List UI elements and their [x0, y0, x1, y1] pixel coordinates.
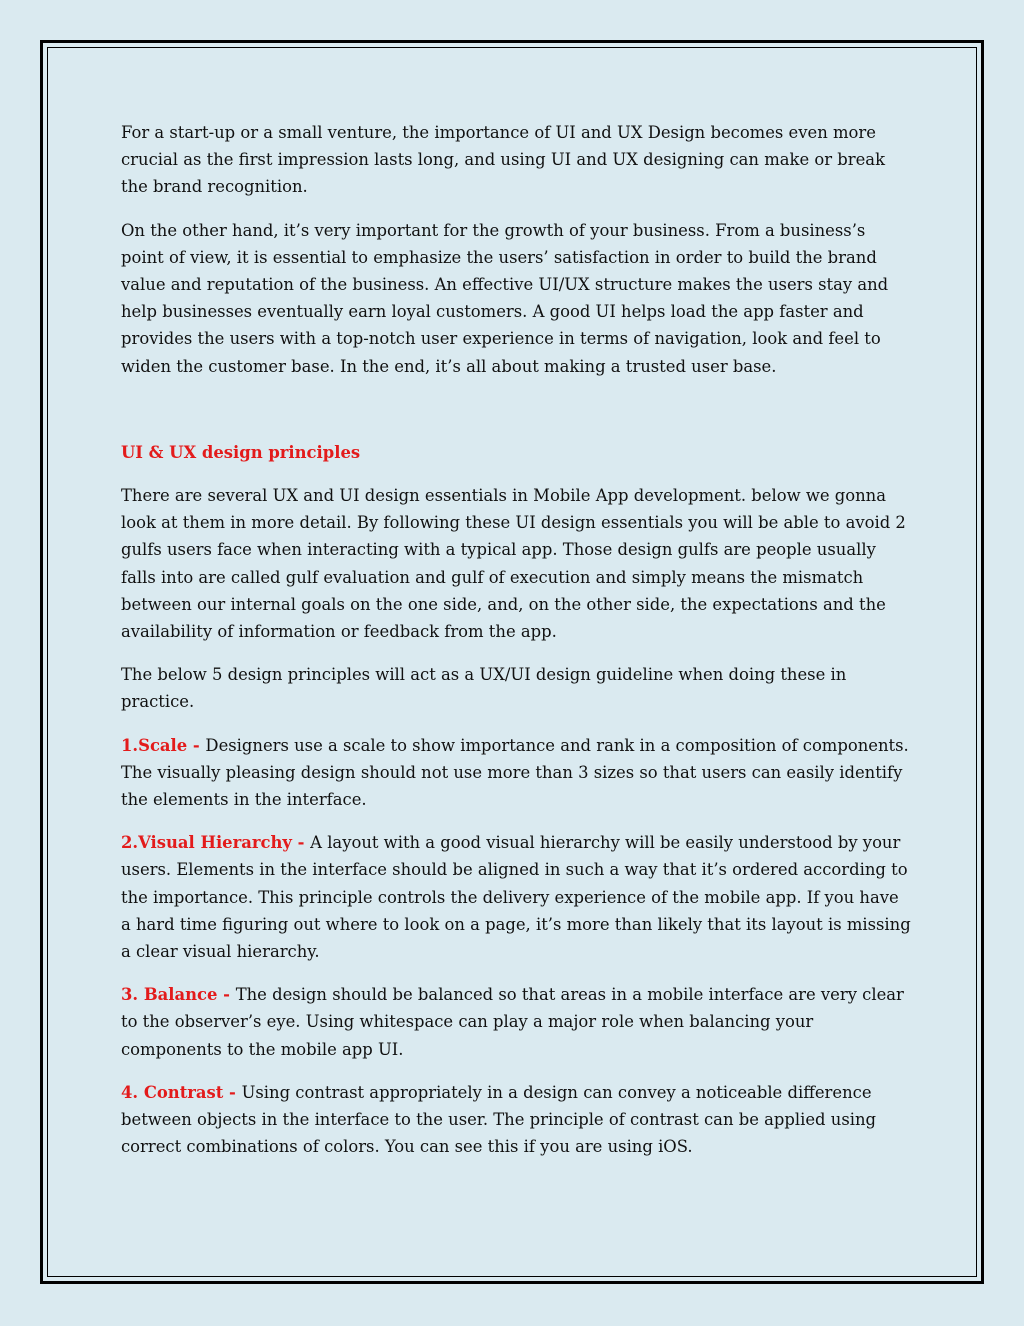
- principle-scale-lead: 1.Scale -: [121, 735, 206, 755]
- principle-balance-text: The design should be balanced so that areas in a mobile interface are very clear to the observer’s eye. Using whitespace can play a major role when balancing your components to the mobile app UI.: [121, 985, 904, 1059]
- intro-paragraph-2: On the other hand, it’s very important for the growth of your business. From a business’s point of view, it is essential to emphasize the users’ satisfaction in order to build the brand value and reputation of the business. An effective UI/UX structure makes the users stay and help businesses eventually earn loyal customers. A good UI helps load the app faster and provides the users with a top-notch user experience in terms of navigation, look and feel to widen the customer base. In the end, it’s all about making a trusted user base.: [121, 220, 889, 376]
- document-body: [121, 119, 911, 1177]
- principle-contrast: [121, 1079, 911, 1161]
- intro-paragraph-1: For a start-up or a small venture, the importance of UI and UX Design becomes even more crucial as the first impression lasts long, and using UI and UX designing can make or break the brand recognition.: [121, 123, 885, 197]
- principle-visual-hierarchy-text: A layout with a good visual hierarchy will be easily understood by your users. Elements in the interface should be aligned in such a way that it’s ordered according to the importance. This principle controls the delivery experience of the mobile app. If you have a hard time figuring out where to look on a page, it’s more than likely that its layout is missing a clear visual hierarchy.: [121, 833, 911, 962]
- principle-scale: [121, 732, 911, 814]
- principle-visual-hierarchy-lead: 2.Visual Hierarchy -: [121, 833, 311, 853]
- principle-balance-lead: 3. Balance -: [121, 985, 236, 1005]
- principle-contrast-text: Using contrast appropriately in a design can convey a noticeable difference between objects in the interface to the user. The principle of contrast can be applied using correct combinations of colors. You can see this if you are using iOS.: [121, 1082, 877, 1157]
- section-paragraph-2: The below 5 design principles will act as a UX/UI design guideline when doing these in practice.: [121, 665, 847, 712]
- section-heading: UI & UX design principles: [121, 442, 361, 462]
- principle-visual-hierarchy: [121, 829, 911, 965]
- principle-scale-text: Designers use a scale to show importance and rank in a composition of components. The visually pleasing design should not use more than 3 sizes so that users can easily identify the elements in the interface.: [121, 735, 909, 810]
- section-paragraph-1: There are several UX and UI design essentials in Mobile App development. below we gonna look at them in more detail. By following these UI design essentials you will be able to avoid 2 gulfs users face when interacting with a typical app. Those design gulfs are people usually falls into are called gulf evaluation and gulf of execution and simply means the mismatch between our internal goals on the one side, and, on the other side, the expectations and the availability of information or feedback from the app.: [121, 486, 906, 642]
- principle-balance: [121, 981, 911, 1063]
- principle-contrast-lead: 4. Contrast -: [121, 1082, 242, 1102]
